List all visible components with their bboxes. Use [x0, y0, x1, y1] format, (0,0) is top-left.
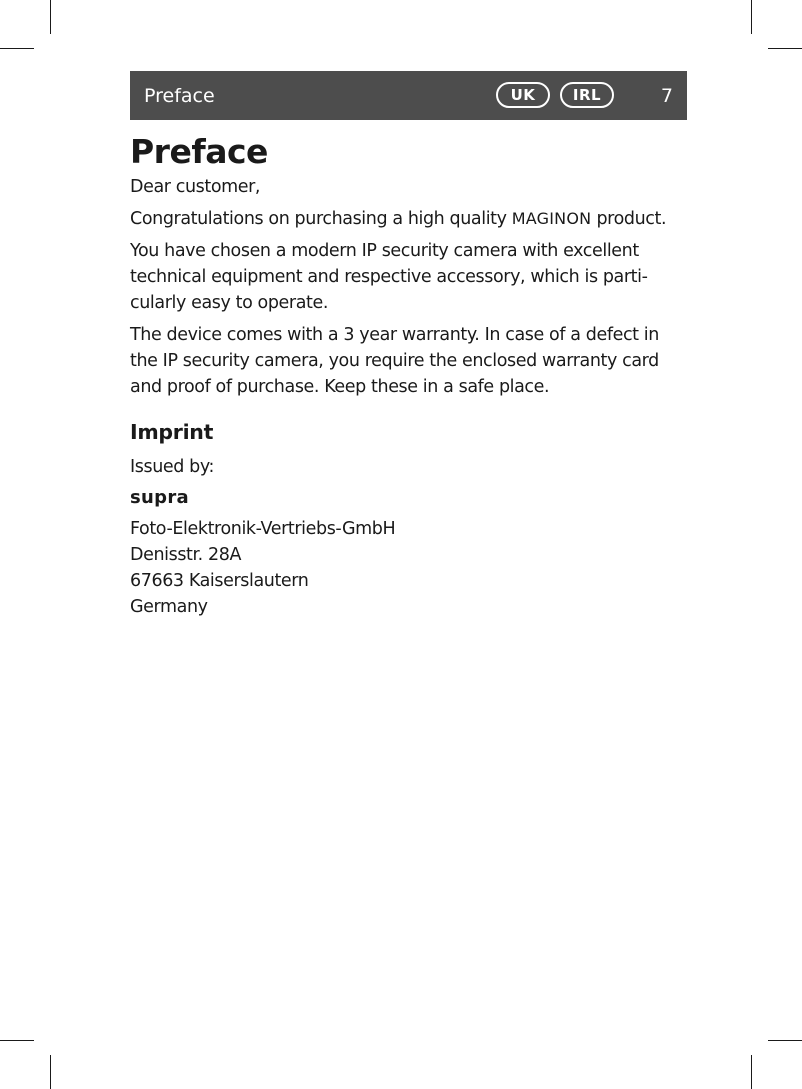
page-header	[130, 71, 687, 120]
page-number: 7	[660, 85, 673, 107]
congratulations-paragraph	[130, 206, 690, 232]
greeting: Dear customer,	[130, 177, 261, 197]
issued-by-label: Issued by:	[130, 457, 215, 477]
crop-mark	[751, 0, 752, 34]
congrats-prefix: Congratulations on purchasing a high quality	[130, 209, 512, 229]
crop-mark	[0, 48, 34, 49]
page-content	[130, 130, 690, 620]
address-block	[130, 516, 690, 620]
crop-mark	[0, 1040, 34, 1041]
crop-mark	[50, 0, 51, 34]
address-street: Denisstr. 28A	[130, 545, 242, 565]
header-title: Preface	[144, 85, 215, 107]
address-country: Germany	[130, 597, 208, 617]
language-badge-uk: UK	[496, 82, 550, 108]
congrats-suffix: product.	[591, 209, 667, 229]
address-company: Foto-Elektronik-Vertriebs-GmbH	[130, 519, 396, 539]
crop-mark	[768, 48, 802, 49]
address-city: 67663 Kaiserslautern	[130, 571, 309, 591]
camera-paragraph: You have chosen a modern IP security camera with excellent technical equipment and respective accessory, which is parti-cularly easy to operate.	[130, 241, 648, 313]
supra-logo: supra	[130, 487, 189, 508]
language-badge-irl: IRL	[560, 82, 614, 108]
imprint-heading: Imprint	[130, 420, 214, 444]
crop-mark	[768, 1040, 802, 1041]
page-title: Preface	[130, 132, 268, 171]
crop-mark	[751, 1055, 752, 1089]
warranty-paragraph: The device comes with a 3 year warranty. In case of a defect in the IP security camera, you require the enclosed warranty card and proof of purchase. Keep these in a safe place.	[130, 325, 659, 397]
crop-mark	[50, 1055, 51, 1089]
brand-name: MAGINON	[511, 209, 592, 228]
